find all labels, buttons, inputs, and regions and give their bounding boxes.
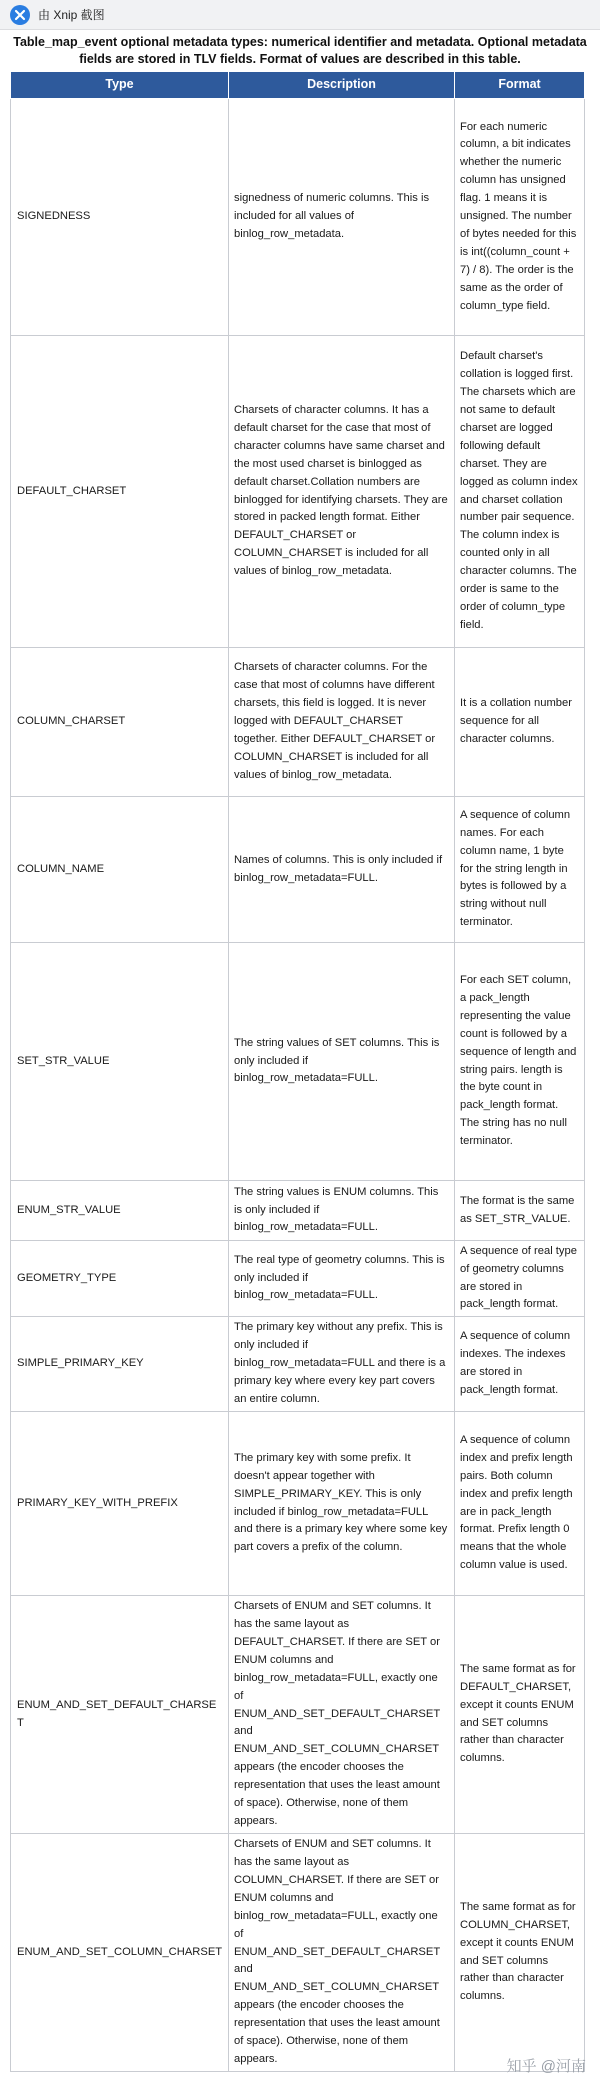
description-cell: Charsets of character columns. For the case that most of columns have different charsets, this field is logged. It is never logged with DEFAULT_CHARSET together. Either DEFAULT_CHARSET or COLUMN_CHARSET is included for all values of binlog_row_metadata. [229, 648, 455, 797]
format-cell: For each SET column, a pack_length representing the value count is followed by a sequence of length and string pairs. length is the byte count in pack_length format. The string has no null terminator. [455, 943, 585, 1181]
type-cell: GEOMETRY_TYPE [11, 1241, 229, 1317]
table-row [11, 1241, 585, 1317]
format-cell: The format is the same as SET_STR_VALUE. [455, 1181, 585, 1241]
description-cell: Charsets of character columns. It has a default charset for the case that most of character columns have same charset and the most used charset is binlogged as default charset.Collation numbers are binlogged for identifying charsets. They are stored in packed length format. Either DEFAULT_CHARSET or COLUMN_CHARSET is included for all values of binlog_row_metadata. [229, 336, 455, 648]
description-cell: The string values of SET columns. This is only included if binlog_row_metadata=FULL. [229, 943, 455, 1181]
type-cell: COLUMN_CHARSET [11, 648, 229, 797]
description-cell: The primary key with some prefix. It doesn't appear together with SIMPLE_PRIMARY_KEY. This is only included if binlog_row_metadata=FULL and there is a primary key where some key part covers a prefix of the column. [229, 1412, 455, 1596]
description-cell: The primary key without any prefix. This is only included if binlog_row_metadata=FULL and there is a primary key where every key part covers an entire column. [229, 1317, 455, 1412]
header-type: Type [11, 72, 229, 99]
format-cell: A sequence of column index and prefix length pairs. Both column index and prefix length are in pack_length format. Prefix length 0 means that the whole column value is used. [455, 1412, 585, 1596]
table-header-row [11, 72, 585, 99]
type-cell: COLUMN_NAME [11, 797, 229, 943]
type-cell: ENUM_AND_SET_DEFAULT_CHARSET [11, 1596, 229, 1834]
table-row [11, 1596, 585, 1834]
description-cell: Names of columns. This is only included if binlog_row_metadata=FULL. [229, 797, 455, 943]
xnip-logo-icon [10, 5, 30, 25]
description-cell: signedness of numeric columns. This is included for all values of binlog_row_metadata. [229, 99, 455, 336]
type-cell: SIMPLE_PRIMARY_KEY [11, 1317, 229, 1412]
type-cell: SET_STR_VALUE [11, 943, 229, 1181]
watermark-text: 知乎 @河南 [506, 2058, 586, 2075]
type-cell: ENUM_AND_SET_COLUMN_CHARSET [11, 1834, 229, 2072]
table-caption: Table_map_event optional metadata types: numerical identifier and metadata. Optional metadata fields are stored in TLV fields. Format of values are described in this table. [13, 35, 587, 66]
type-cell: DEFAULT_CHARSET [11, 336, 229, 648]
format-cell: It is a collation number sequence for all character columns. [455, 648, 585, 797]
header-description: Description [229, 72, 455, 99]
description-cell: The string values is ENUM columns. This is only included if binlog_row_metadata=FULL. [229, 1181, 455, 1241]
table-row [11, 797, 585, 943]
format-cell: A sequence of column names. For each column name, 1 byte for the string length in bytes is followed by a string without null terminator. [455, 797, 585, 943]
format-cell: A sequence of column indexes. The indexes are stored in pack_length format. [455, 1317, 585, 1412]
table-row [11, 648, 585, 797]
table-row [11, 1834, 585, 2072]
format-cell: A sequence of real type of geometry columns are stored in pack_length format. [455, 1241, 585, 1317]
table-row [11, 1317, 585, 1412]
header-format: Format [455, 72, 585, 99]
app-title: 由 Xnip 截图 [38, 8, 105, 22]
description-cell: The real type of geometry columns. This is only included if binlog_row_metadata=FULL. [229, 1241, 455, 1317]
description-cell: Charsets of ENUM and SET columns. It has the same layout as DEFAULT_CHARSET. If there are SET or ENUM columns and binlog_row_metadata=FULL, exactly one of ENUM_AND_SET_DEFAULT_CHARSET and ENUM_AND_SET_COLUMN_CHARSET appears (the encoder chooses the representation that uses the least amount of space). Otherwise, none of them appears. [229, 1596, 455, 1834]
format-cell: The same format as for COLUMN_CHARSET, except it counts ENUM and SET columns rather than character columns. [455, 1834, 585, 2072]
table-row [11, 336, 585, 648]
type-cell: ENUM_STR_VALUE [11, 1181, 229, 1241]
table-row [11, 1181, 585, 1241]
table-row [11, 1412, 585, 1596]
metadata-types-table [10, 71, 585, 2072]
title-bar [0, 0, 600, 30]
format-cell: For each numeric column, a bit indicates whether the numeric column has unsigned flag. 1 means it is unsigned. The number of bytes needed for this is int((column_count + 7) / 8). The order is the same as the order of column_type field. [455, 99, 585, 336]
table-row [11, 99, 585, 336]
table-row [11, 943, 585, 1181]
type-cell: PRIMARY_KEY_WITH_PREFIX [11, 1412, 229, 1596]
format-cell: The same format as for DEFAULT_CHARSET, except it counts ENUM and SET columns rather than character columns. [455, 1596, 585, 1834]
description-cell: Charsets of ENUM and SET columns. It has the same layout as COLUMN_CHARSET. If there are SET or ENUM columns and binlog_row_metadata=FULL, exactly one of ENUM_AND_SET_DEFAULT_CHARSET and ENUM_AND_SET_COLUMN_CHARSET appears (the encoder chooses the representation that uses the least amount of space). Otherwise, none of them appears. [229, 1834, 455, 2072]
type-cell: SIGNEDNESS [11, 99, 229, 336]
watermark [507, 2055, 586, 2076]
format-cell: Default charset's collation is logged first. The charsets which are not same to default charset are logged following default charset. They are logged as column index and charset collation number pair sequence. The column index is counted only in all character columns. The order is same to the order of column_type field. [455, 336, 585, 648]
